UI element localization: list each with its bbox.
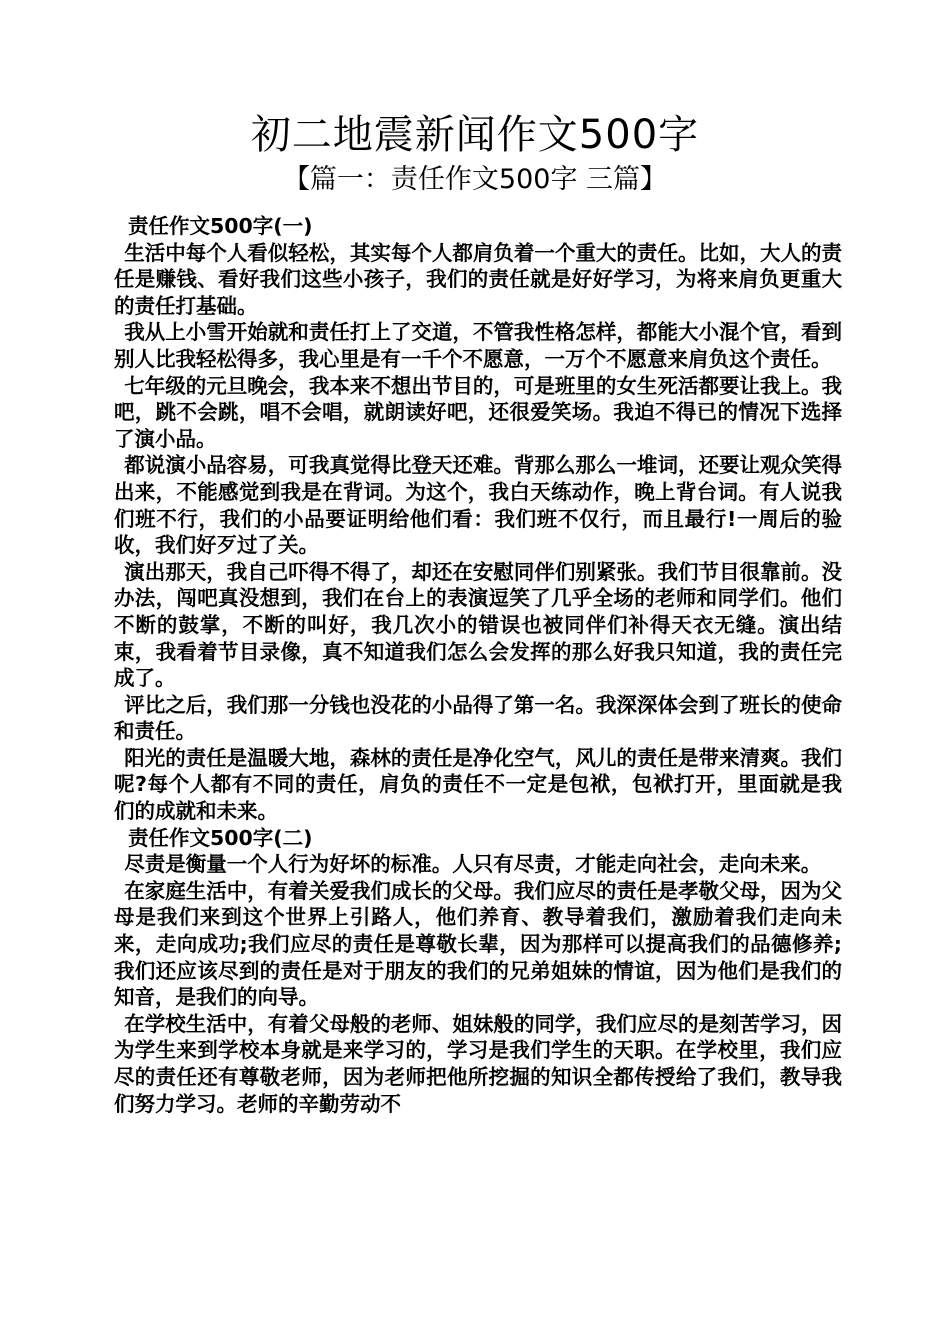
paragraph: 演出那天，我自己吓得不得了，却还在安慰同伴们别紧张。我们节目很靠前。没办法，闯吧真没想到，我们在台上的表演逗笑了几乎全场的老师和同学们。他们不断的鼓掌，不断的叫好，我几次小的错误也被同伴们补得天衣无缝。演出结束，我看着节目录像，真不知道我们怎么会发挥的那么好我只知道，我的责任完成了。	[114, 559, 842, 691]
article-body	[114, 213, 842, 1117]
paragraph: 在家庭生活中，有着关爱我们成长的父母。我们应尽的责任是孝敬父母，因为父母是我们来到这个世界上引路人，他们养育、教导着我们，激励着我们走向未来，走向成功;我们应尽的责任是尊敬长辈，因为那样可以提高我们的品德修养;我们还应该尽到的责任是对于朋友的我们的兄弟姐妹的情谊，因为他们是我们的知音，是我们的向导。	[114, 878, 842, 1010]
paragraph: 生活中每个人看似轻松，其实每个人都肩负着一个重大的责任。比如，大人的责任是赚钱、看好我们这些小孩子，我们的责任就是好好学习，为将来肩负更重大的责任打基础。	[114, 240, 842, 318]
section-heading-2: 责任作文500字(二)	[128, 825, 313, 850]
paragraph: 在学校生活中，有着父母般的老师、姐妹般的同学，我们应尽的是刻苦学习，因为学生来到学校本身就是来学习的，学习是我们学生的天职。在学校里，我们应尽的责任还有尊敬老师，因为老师把他所挖掘的知识全都传授给了我们，教导我们努力学习。老师的辛勤劳动不	[114, 1011, 842, 1116]
document-subtitle: 【篇一：责任作文500字 三篇】	[282, 164, 668, 195]
paragraph: 都说演小品容易，可我真觉得比登天还难。背那么那么一堆词，还要让观众笑得出来，不能感觉到我是在背词。为这个，我白天练动作，晚上背台词。有人说我们班不行，我们的小品要证明给他们看：我们班不仅行，而且最行!一周后的验收，我们好歹过了关。	[114, 453, 842, 558]
section-heading-1: 责任作文500字(一)	[128, 214, 313, 238]
paragraph: 阳光的责任是温暖大地，森林的责任是净化空气，风儿的责任是带来清爽。我们呢?每个人都有不同的责任，肩负的责任不一定是包袱，包袱打开，里面就是我们的成就和未来。	[114, 745, 842, 824]
paragraph: 评比之后，我们那一分钱也没花的小品得了第一名。我深深体会到了班长的使命和责任。	[114, 692, 842, 744]
paragraph: 我从上小雪开始就和责任打上了交道，不管我性格怎样，都能大小混个官，看到别人比我轻松得多，我心里是有一千个不愿意，一万个不愿意来肩负这个责任。	[114, 320, 842, 371]
paragraph: 七年级的元旦晚会，我本来不想出节目的，可是班里的女生死活都要让我上。我吧，跳不会跳，唱不会唱，就朗读好吧，还很爱笑场。我迫不得已的情况下选择了演小品。	[114, 373, 842, 451]
paragraph: 尽责是衡量一个人行为好坏的标准。人只有尽责，才能走向社会，走向未来。	[124, 852, 822, 877]
document-title: 初二地震新闻作文500字	[250, 112, 700, 158]
